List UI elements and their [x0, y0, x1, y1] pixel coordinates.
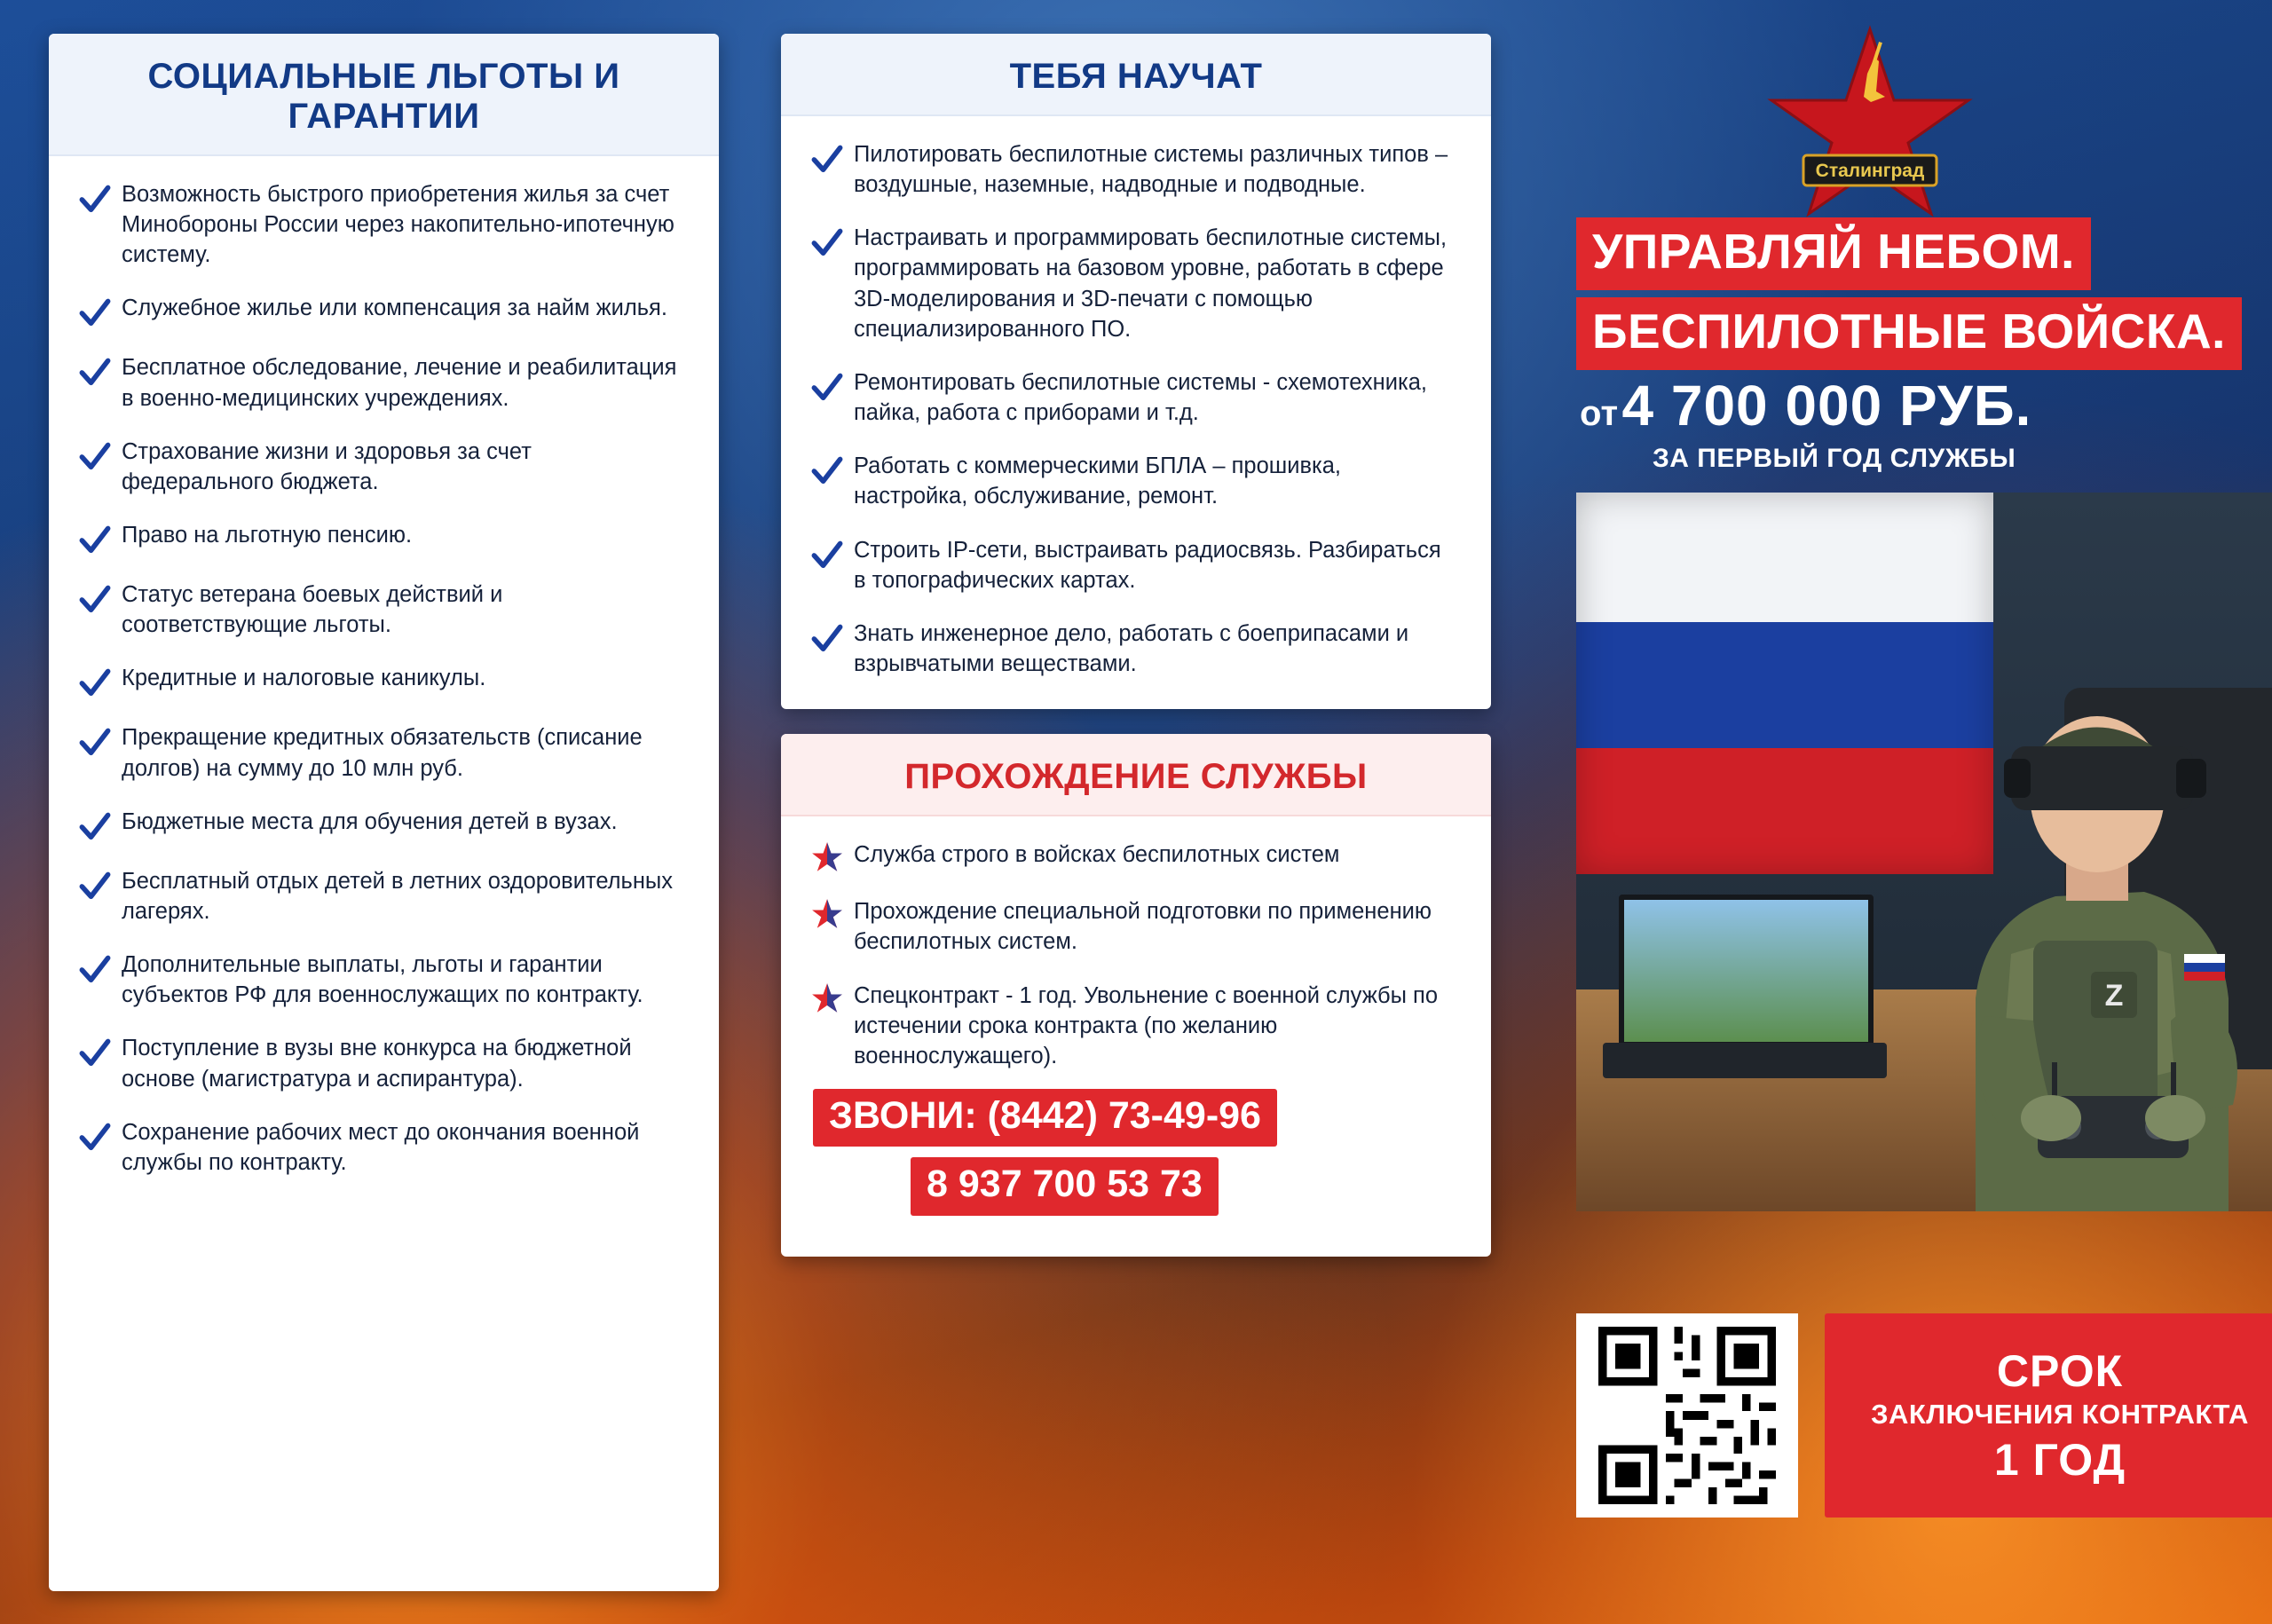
- service-list: [781, 816, 1491, 1084]
- list-item: [811, 840, 1456, 873]
- social-benefits-card: [49, 34, 719, 1591]
- check-icon: [79, 954, 111, 986]
- list-item-label: Бюджетные места для обучения детей в вузах.: [122, 808, 618, 834]
- check-icon: [79, 811, 111, 843]
- check-icon: [811, 372, 843, 404]
- list-item: [79, 520, 683, 556]
- list-item: [79, 437, 683, 497]
- headline-line-2: БЕСПИЛОТНЫЕ ВОЙСКА.: [1576, 297, 2242, 370]
- list-item: [79, 179, 683, 270]
- headline: [1576, 217, 2251, 377]
- svg-text:Z: Z: [2104, 979, 2124, 1013]
- list-item-label: Статус ветерана боевых действий и соответствующие льготы.: [122, 582, 503, 638]
- qr-code[interactable]: [1576, 1313, 1798, 1518]
- check-icon: [811, 144, 843, 176]
- list-item: [79, 293, 683, 329]
- list-item: [79, 579, 683, 640]
- list-item: [79, 950, 683, 1010]
- headline-line-1: УПРАВЛЯЙ НЕБОМ.: [1576, 217, 2091, 290]
- check-icon: [79, 667, 111, 699]
- check-icon: [79, 727, 111, 759]
- list-item-label: Сохранение рабочих мест до окончания военной службы по контракту.: [122, 1119, 640, 1175]
- list-item: [811, 223, 1456, 344]
- star-icon: [811, 898, 843, 930]
- stalingrad-emblem-icon: [1750, 22, 1990, 226]
- soldier-figure: [1878, 537, 2272, 1211]
- social-benefits-list: [49, 156, 719, 1208]
- list-item-label: Возможность быстрого приобретения жилья за счет Минобороны России через накопительно-ипотечную систему.: [122, 182, 674, 268]
- list-item: [811, 981, 1456, 1071]
- phone-main[interactable]: ЗВОНИ: (8442) 73-49-96: [813, 1089, 1277, 1147]
- laptop-base: [1603, 1043, 1887, 1078]
- emblem-label: Сталинград: [1815, 161, 1925, 181]
- service-card: [781, 734, 1491, 1257]
- contact-phones: [781, 1084, 1491, 1257]
- training-list: [781, 116, 1491, 709]
- check-icon: [79, 441, 111, 473]
- list-item-label: Страхование жизни и здоровья за счет федерального бюджета.: [122, 438, 532, 494]
- list-item-label: Работать с коммерческими БПЛА – прошивка, настройка, обслуживание, ремонт.: [854, 453, 1341, 509]
- training-title: ТЕБЯ НАУЧАТ: [781, 34, 1491, 116]
- price-prefix: от: [1580, 394, 1619, 433]
- list-item: [79, 663, 683, 699]
- check-icon: [79, 297, 111, 329]
- list-item-label: Бесплатный отдых детей в летних оздоровительных лагерях.: [122, 868, 673, 924]
- qr-code-icon: [1598, 1327, 1776, 1504]
- soldier-photo: [1576, 493, 2272, 1211]
- check-icon: [811, 227, 843, 259]
- star-icon: [811, 982, 843, 1014]
- list-item: [811, 535, 1456, 595]
- list-item: [79, 1033, 683, 1093]
- price-value: 4 700 000 РУБ.: [1621, 374, 2032, 438]
- list-item-label: Ремонтировать беспилотные системы - схемотехника, пайка, работа с приборами и т.д.: [854, 369, 1427, 426]
- list-item-label: Настраивать и программировать беспилотные системы, программировать на базовом уровне, работать в сфере 3D-моделирования и 3D-печати с помощью специализированного ПО.: [854, 225, 1448, 342]
- list-item-label: Право на льготную пенсию.: [122, 523, 413, 548]
- footer-row: [1576, 1234, 2272, 1589]
- check-icon: [79, 357, 111, 389]
- price-subtitle: ЗА ПЕРВЫЙ ГОД СЛУЖБЫ: [1653, 444, 2016, 473]
- check-icon: [79, 1122, 111, 1154]
- list-item-label: Служба строго в войсках беспилотных систем: [854, 842, 1340, 868]
- check-icon: [79, 584, 111, 616]
- list-item-label: Строить IP-сети, выстраивать радиосвязь. Разбираться в топографических картах.: [854, 537, 1441, 593]
- check-icon: [811, 455, 843, 487]
- list-item-label: Прохождение специальной подготовки по применению беспилотных систем.: [854, 899, 1432, 955]
- laptop-screen: [1619, 895, 1874, 1047]
- list-item-label: Кредитные и налоговые каникулы.: [122, 666, 486, 691]
- check-icon: [811, 623, 843, 655]
- contract-term-line-3: 1 ГОД: [1993, 1435, 2126, 1485]
- list-item: [79, 722, 683, 783]
- check-icon: [79, 1037, 111, 1069]
- price-block: [1580, 373, 2031, 438]
- star-icon: [811, 841, 843, 873]
- list-item-label: Пилотировать беспилотные системы различных типов – воздушные, наземные, надводные и подводные.: [854, 142, 1448, 198]
- list-item: [79, 807, 683, 843]
- phone-secondary[interactable]: 8 937 700 53 73: [911, 1157, 1219, 1215]
- list-item: [811, 451, 1456, 511]
- training-card: [781, 34, 1491, 709]
- check-icon: [79, 524, 111, 556]
- check-icon: [79, 184, 111, 216]
- social-benefits-title: СОЦИАЛЬНЫЕ ЛЬГОТЫ И ГАРАНТИИ: [49, 34, 719, 156]
- list-item: [811, 367, 1456, 428]
- list-item: [811, 139, 1456, 200]
- check-icon: [79, 871, 111, 903]
- list-item-label: Дополнительные выплаты, льготы и гарантии субъектов РФ для военнослужащих по контракту.: [122, 952, 643, 1008]
- list-item: [79, 1117, 683, 1178]
- contract-term-line-2: ЗАКЛЮЧЕНИЯ КОНТРАКТА: [1871, 1399, 2249, 1430]
- middle-column: [781, 34, 1491, 1257]
- list-item-label: Поступление в вузы вне конкурса на бюджетной основе (магистратура и аспирантура).: [122, 1036, 632, 1092]
- contract-term-box: [1825, 1313, 2272, 1518]
- contract-term-line-1: СРОК: [1996, 1346, 2124, 1396]
- service-title: ПРОХОЖДЕНИЕ СЛУЖБЫ: [781, 734, 1491, 816]
- list-item-label: Прекращение кредитных обязательств (списание долгов) на сумму до 10 млн руб.: [122, 725, 643, 781]
- list-item-label: Знать инженерное дело, работать с боеприпасами и взрывчатыми веществами.: [854, 620, 1409, 677]
- list-item: [811, 896, 1456, 957]
- right-column: [1544, 0, 2272, 1624]
- list-item-label: Бесплатное обследование, лечение и реабилитация в военно-медицинских учреждениях.: [122, 355, 677, 411]
- check-icon: [811, 540, 843, 572]
- list-item: [79, 866, 683, 926]
- list-item: [811, 619, 1456, 679]
- list-item: [79, 352, 683, 413]
- list-item-label: Спецконтракт - 1 год. Увольнение с военной службы по истечении срока контракта (по желанию военнослужащего).: [854, 982, 1439, 1068]
- list-item-label: Служебное жилье или компенсация за найм жилья.: [122, 296, 667, 321]
